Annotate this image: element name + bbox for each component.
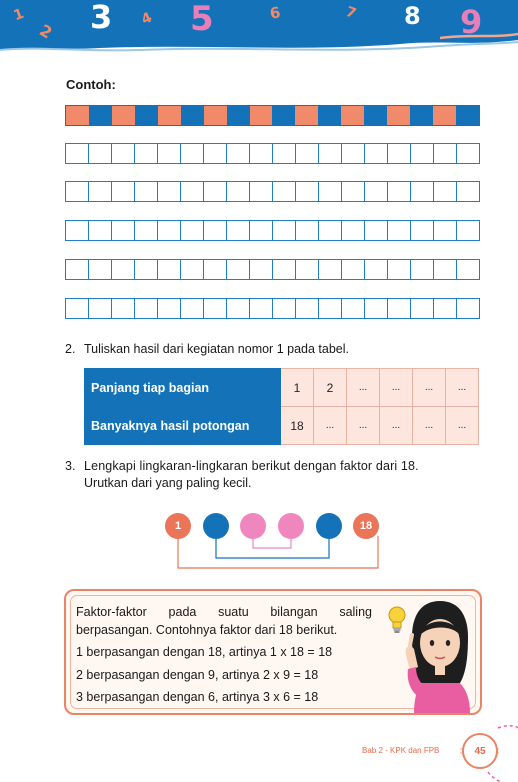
row-header-count: Banyaknya hasil potongan bbox=[85, 407, 281, 445]
strip-cell-empty[interactable] bbox=[365, 260, 388, 279]
strip-cell-empty[interactable] bbox=[411, 221, 434, 240]
strip-cell-empty[interactable] bbox=[204, 144, 227, 163]
strip-cell-empty[interactable] bbox=[273, 144, 296, 163]
strip-cell-empty[interactable] bbox=[66, 299, 89, 318]
strip-cell-empty[interactable] bbox=[388, 260, 411, 279]
strip-cell-empty[interactable] bbox=[227, 182, 250, 201]
strip-cell-empty[interactable] bbox=[296, 144, 319, 163]
empty-strip[interactable] bbox=[65, 298, 480, 319]
strip-cell-empty[interactable] bbox=[227, 144, 250, 163]
strip-cell-empty[interactable] bbox=[227, 221, 250, 240]
strip-cell-blue bbox=[364, 106, 387, 125]
strip-cell-empty[interactable] bbox=[365, 144, 388, 163]
empty-strip[interactable] bbox=[65, 143, 480, 164]
strip-cell-empty[interactable] bbox=[158, 182, 181, 201]
strip-cell-empty[interactable] bbox=[181, 182, 204, 201]
strip-cell-empty[interactable] bbox=[89, 221, 112, 240]
strip-cell-empty[interactable] bbox=[365, 299, 388, 318]
info-line-4: 2 berpasangan dengan 9, artinya 2 x 9 = 18 bbox=[76, 668, 319, 682]
question-3-line-1: Lengkapi lingkaran-lingkaran berikut dengan faktor dari 18. bbox=[84, 459, 419, 473]
strip-cell-empty[interactable] bbox=[250, 299, 273, 318]
strip-cell-empty[interactable] bbox=[181, 299, 204, 318]
header-digit-2: 2 bbox=[36, 20, 56, 43]
strip-cell-empty[interactable] bbox=[181, 144, 204, 163]
strip-cell-empty[interactable] bbox=[365, 221, 388, 240]
result-table bbox=[84, 368, 479, 445]
strip-cell-empty[interactable] bbox=[342, 299, 365, 318]
strip-cell-empty[interactable] bbox=[342, 221, 365, 240]
strip-cell-empty[interactable] bbox=[457, 221, 479, 240]
strip-cell-empty[interactable] bbox=[66, 182, 89, 201]
factor-circle-blank[interactable] bbox=[278, 513, 304, 539]
example-strip bbox=[65, 105, 480, 126]
strip-cell-empty[interactable] bbox=[434, 144, 457, 163]
strip-cell-empty[interactable] bbox=[434, 299, 457, 318]
header-banner bbox=[0, 0, 518, 62]
table-row bbox=[85, 369, 479, 407]
table-row bbox=[85, 407, 479, 445]
strip-cell-empty[interactable] bbox=[204, 221, 227, 240]
strip-cell-empty[interactable] bbox=[66, 260, 89, 279]
strip-cell-empty[interactable] bbox=[457, 144, 479, 163]
strip-cell-orange bbox=[66, 106, 89, 125]
strip-cell-blue bbox=[272, 106, 295, 125]
header-digit-3: 3 bbox=[90, 0, 113, 36]
strip-cell-empty[interactable] bbox=[250, 221, 273, 240]
strip-cell-empty[interactable] bbox=[250, 260, 273, 279]
strip-cell-empty[interactable] bbox=[319, 260, 342, 279]
strip-cell-empty[interactable] bbox=[204, 260, 227, 279]
info-line-1: Faktor-faktor pada suatu bilangan saling bbox=[76, 605, 372, 619]
strip-cell-blue bbox=[227, 106, 250, 125]
strip-cell-empty[interactable] bbox=[135, 299, 158, 318]
strip-cell-empty[interactable] bbox=[273, 221, 296, 240]
strip-cell-orange bbox=[433, 106, 456, 125]
strip-cell-empty[interactable] bbox=[158, 260, 181, 279]
empty-strip[interactable] bbox=[65, 220, 480, 241]
strip-cell-empty[interactable] bbox=[250, 182, 273, 201]
strip-cell-empty[interactable] bbox=[158, 144, 181, 163]
question-2-text: Tuliskan hasil dari kegiatan nomor 1 pada tabel. bbox=[84, 342, 349, 356]
strip-cell-empty[interactable] bbox=[434, 221, 457, 240]
strip-cell-empty[interactable] bbox=[89, 260, 112, 279]
strip-cell-empty[interactable] bbox=[181, 221, 204, 240]
table-cell-blank[interactable]: ... bbox=[446, 407, 479, 445]
strip-cell-blue bbox=[135, 106, 158, 125]
header-digit-7: 7 bbox=[343, 3, 359, 23]
strip-cell-empty[interactable] bbox=[296, 221, 319, 240]
strip-cell-orange bbox=[204, 106, 227, 125]
strip-cell-empty[interactable] bbox=[411, 144, 434, 163]
strip-cell-empty[interactable] bbox=[273, 299, 296, 318]
strip-cell-orange bbox=[387, 106, 410, 125]
table-cell: 1 bbox=[281, 369, 314, 407]
strip-cell-empty[interactable] bbox=[158, 221, 181, 240]
empty-strip[interactable] bbox=[65, 181, 480, 202]
factor-circle-blank[interactable] bbox=[203, 513, 229, 539]
strip-cell-empty[interactable] bbox=[89, 182, 112, 201]
strip-cell-empty[interactable] bbox=[319, 182, 342, 201]
strip-cell-blue bbox=[181, 106, 204, 125]
strip-cell-empty[interactable] bbox=[388, 299, 411, 318]
strip-cell-empty[interactable] bbox=[204, 299, 227, 318]
strip-cell-empty[interactable] bbox=[66, 221, 89, 240]
strip-cell-empty[interactable] bbox=[273, 260, 296, 279]
strip-cell-empty[interactable] bbox=[158, 299, 181, 318]
table-cell-blank[interactable]: ... bbox=[314, 407, 347, 445]
strip-cell-empty[interactable] bbox=[388, 144, 411, 163]
strip-cell-empty[interactable] bbox=[135, 221, 158, 240]
strip-cell-empty[interactable] bbox=[319, 221, 342, 240]
strip-cell-empty[interactable] bbox=[204, 182, 227, 201]
table-cell-blank[interactable]: ... bbox=[380, 369, 413, 407]
strip-cell-blue bbox=[318, 106, 341, 125]
question-3-number: 3. bbox=[65, 459, 76, 473]
strip-cell-orange bbox=[341, 106, 364, 125]
strip-cell-empty[interactable] bbox=[112, 221, 135, 240]
table-cell-blank[interactable]: ... bbox=[380, 407, 413, 445]
strip-cell-empty[interactable] bbox=[319, 299, 342, 318]
strip-cell-empty[interactable] bbox=[365, 182, 388, 201]
strip-cell-blue bbox=[456, 106, 479, 125]
strip-cell-orange bbox=[112, 106, 135, 125]
strip-cell-empty[interactable] bbox=[457, 260, 479, 279]
strip-cell-orange bbox=[295, 106, 318, 125]
strip-cell-empty[interactable] bbox=[112, 144, 135, 163]
strip-cell-empty[interactable] bbox=[227, 299, 250, 318]
factor-circle-last: 18 bbox=[353, 513, 379, 539]
factor-circle-blank[interactable] bbox=[240, 513, 266, 539]
header-digit-1: 1 bbox=[11, 5, 27, 25]
example-label: Contoh: bbox=[66, 77, 116, 92]
strip-cell-empty[interactable] bbox=[273, 182, 296, 201]
strip-cell-empty[interactable] bbox=[135, 260, 158, 279]
strip-cell-empty[interactable] bbox=[434, 260, 457, 279]
strip-cell-empty[interactable] bbox=[388, 221, 411, 240]
question-2 bbox=[65, 341, 485, 359]
table-cell: 18 bbox=[281, 407, 314, 445]
strip-cell-orange bbox=[250, 106, 273, 125]
strip-cell-empty[interactable] bbox=[135, 144, 158, 163]
question-3-line-2: Urutkan dari yang paling kecil. bbox=[84, 476, 252, 490]
strip-cell-empty[interactable] bbox=[112, 299, 135, 318]
header-digit-5: 5 bbox=[190, 0, 214, 39]
info-line-2: berpasangan. Contohnya faktor dari 18 berikut. bbox=[76, 623, 338, 637]
strip-cell-empty[interactable] bbox=[296, 299, 319, 318]
info-line-3: 1 berpasangan dengan 18, artinya 1 x 18 = 18 bbox=[76, 645, 333, 659]
strip-cell-empty[interactable] bbox=[342, 260, 365, 279]
strip-cell-empty[interactable] bbox=[411, 299, 434, 318]
strip-cell-empty[interactable] bbox=[296, 182, 319, 201]
strip-cell-empty[interactable] bbox=[457, 299, 479, 318]
strip-cell-empty[interactable] bbox=[89, 299, 112, 318]
page-number: 45 bbox=[474, 745, 486, 757]
table-cell-blank[interactable]: ... bbox=[413, 407, 446, 445]
info-box bbox=[64, 589, 482, 715]
table-cell-blank[interactable]: ... bbox=[347, 369, 380, 407]
chapter-label: Bab 2 - KPK dan FPB bbox=[362, 746, 440, 755]
row-header-length: Panjang tiap bagian bbox=[85, 369, 281, 407]
strip-cell-empty[interactable] bbox=[434, 182, 457, 201]
strip-cell-blue bbox=[89, 106, 112, 125]
empty-strip[interactable] bbox=[65, 259, 480, 280]
strip-cell-empty[interactable] bbox=[250, 144, 273, 163]
strip-cell-empty[interactable] bbox=[342, 144, 365, 163]
header-digit-9: 9 bbox=[460, 3, 483, 41]
header-digit-8: 8 bbox=[404, 2, 421, 30]
table-cell: 2 bbox=[314, 369, 347, 407]
strip-cell-empty[interactable] bbox=[89, 144, 112, 163]
header-digit-4: 4 bbox=[139, 9, 155, 29]
strip-cell-empty[interactable] bbox=[388, 182, 411, 201]
strip-cell-empty[interactable] bbox=[181, 260, 204, 279]
strip-cell-empty[interactable] bbox=[411, 260, 434, 279]
factor-circle-blank[interactable] bbox=[316, 513, 342, 539]
strip-cell-empty[interactable] bbox=[112, 182, 135, 201]
info-line-5: 3 berpasangan dengan 6, artinya 3 x 6 = 18 bbox=[76, 690, 319, 704]
question-2-number: 2. bbox=[65, 342, 76, 356]
strip-cell-empty[interactable] bbox=[112, 260, 135, 279]
strip-cell-empty[interactable] bbox=[411, 182, 434, 201]
page-number-badge bbox=[462, 733, 498, 769]
strip-cell-empty[interactable] bbox=[66, 144, 89, 163]
factor-circle-first: 1 bbox=[165, 513, 191, 539]
table-cell-blank[interactable]: ... bbox=[347, 407, 380, 445]
strip-cell-empty[interactable] bbox=[457, 182, 479, 201]
strip-cell-empty[interactable] bbox=[319, 144, 342, 163]
girl-illustration bbox=[400, 595, 480, 713]
question-3 bbox=[65, 458, 481, 494]
table-cell-blank[interactable]: ... bbox=[413, 369, 446, 407]
strip-cell-blue bbox=[410, 106, 433, 125]
table-cell-blank[interactable]: ... bbox=[446, 369, 479, 407]
header-digit-6: 6 bbox=[268, 3, 282, 23]
header-wave bbox=[0, 0, 518, 62]
strip-cell-empty[interactable] bbox=[296, 260, 319, 279]
strip-cell-empty[interactable] bbox=[227, 260, 250, 279]
strip-cell-empty[interactable] bbox=[342, 182, 365, 201]
strip-cell-orange bbox=[158, 106, 181, 125]
strip-cell-empty[interactable] bbox=[135, 182, 158, 201]
